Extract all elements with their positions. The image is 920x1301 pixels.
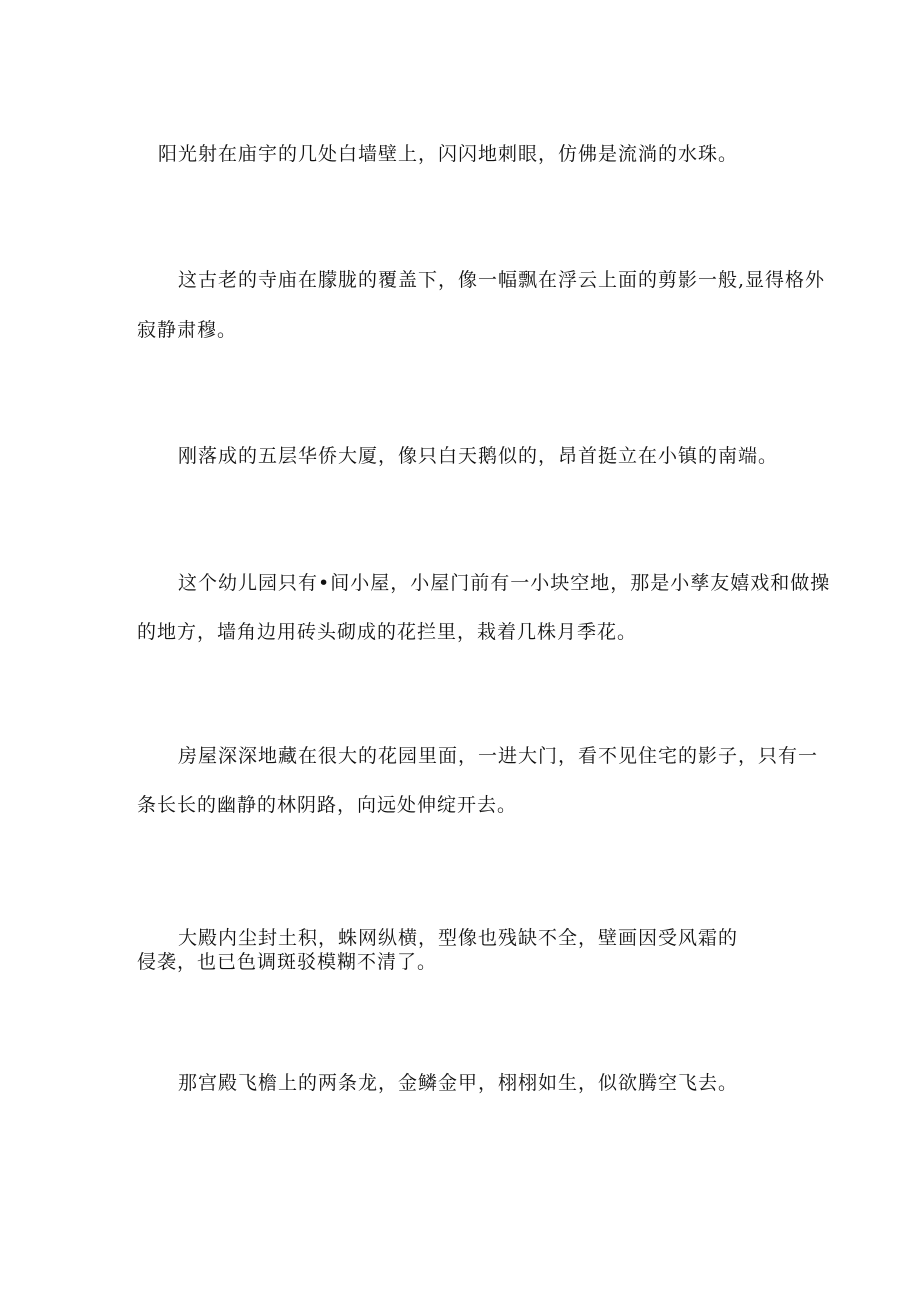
paragraph-7-line-1: 那宫殿飞檐上的两条龙，金鳞金甲，栩栩如生，似欲腾空飞去。 bbox=[178, 1072, 739, 1094]
paragraph-2-line-2: 寂静肃穆。 bbox=[137, 319, 238, 341]
paragraph-4-line-1: 这个幼儿园只有•间小屋，小屋门前有一小块空地，那是小孳友嬉戏和做操 bbox=[178, 572, 831, 594]
paragraph-6-line-1: 大殿内尘封土积，蛛网纵横，型像也残缺不全，壁画因受风霜的 bbox=[178, 927, 739, 949]
paragraph-4-line-2: 的地方，墙角边用砖头砌成的花拦里，栽着几株月季花。 bbox=[137, 621, 638, 643]
paragraph-5-line-1: 房屋深深地藏在很大的花园里面，一进大门，看不见住宅的影子，只有一 bbox=[178, 745, 819, 767]
paragraph-1-line-1: 阳光射在庙宇的几处白墙壁上，闪闪地刺眼，仿佛是流淌的水珠。 bbox=[158, 143, 739, 165]
paragraph-6-line-2: 侵袭，也已色调斑驳模糊不清了。 bbox=[137, 951, 438, 973]
paragraph-3-line-1: 刚落成的五层华侨大厦，像只白天鹅似的，昂首挺立在小镇的南端。 bbox=[178, 445, 779, 467]
paragraph-5-line-2: 条长长的幽静的林阴路，向远处伸绽开去。 bbox=[137, 794, 518, 816]
paragraph-2-line-1: 这古老的寺庙在朦胧的覆盖下，像一幅飘在浮云上面的剪影一般,显得格外 bbox=[178, 269, 826, 291]
